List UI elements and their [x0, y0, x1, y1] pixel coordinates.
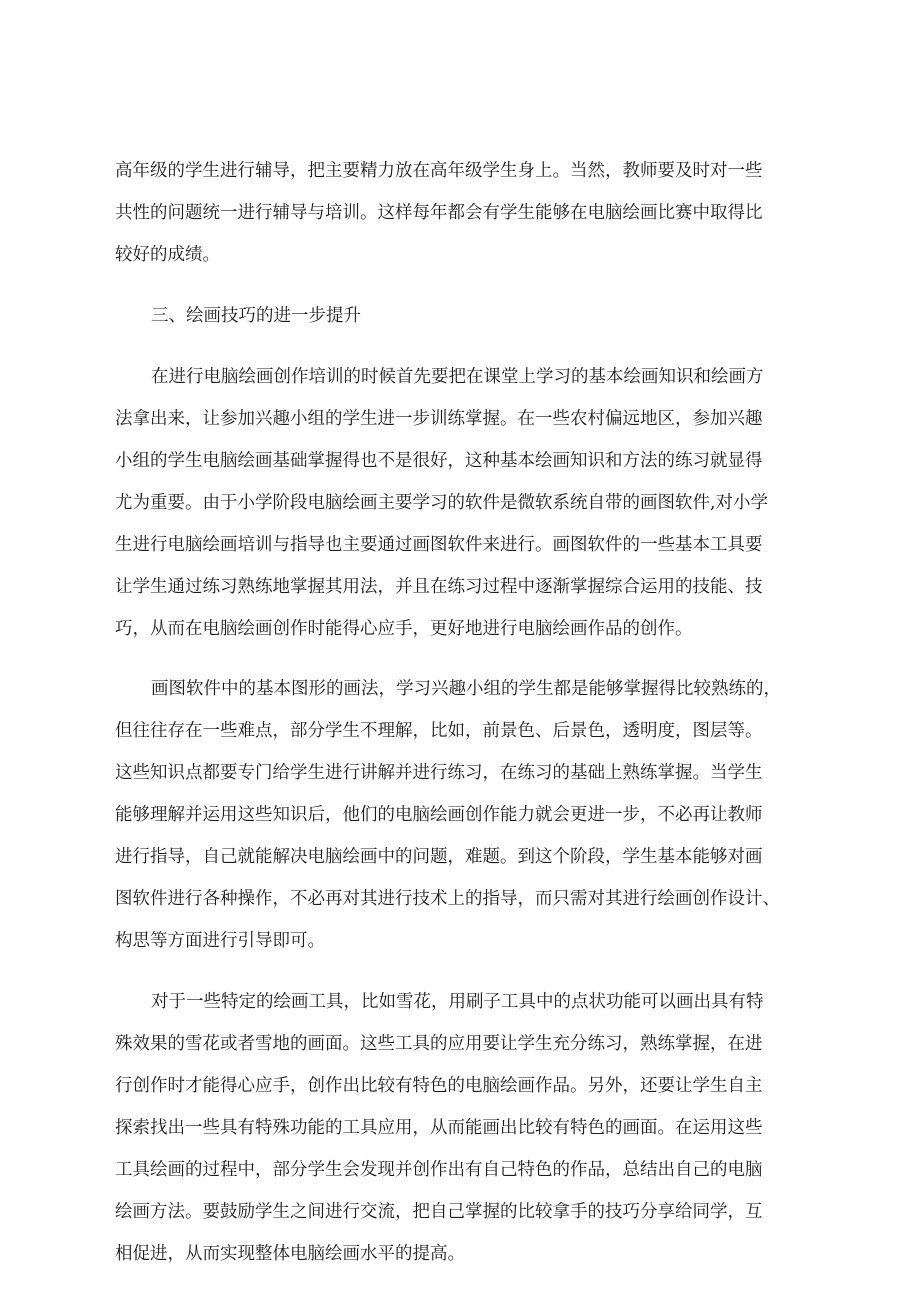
paragraph-3-line-4: 能够理解并运用这些知识后，他们的电脑绘画创作能力就会更进一步，不必再让教师 — [115, 805, 763, 825]
paragraph-2-line-5: 生进行电脑绘画培训与指导也主要通过画图软件来进行。画图软件的一些基本工具要 — [115, 535, 763, 555]
paragraph-4-line-3: 行创作时才能得心应手，创作出比较有特色的电脑绘画作品。另外，还要让学生自主 — [115, 1076, 763, 1096]
paragraph-3-line-1: 画图软件中的基本图形的画法，学习兴趣小组的学生都是能够掌握得比较熟练的， — [151, 679, 781, 699]
paragraph-2-line-6: 让学生通过练习熟练地掌握其用法，并且在练习过程中逐渐掌握综合运用的技能、技 — [115, 577, 763, 597]
paragraph-2-line-1: 在进行电脑绘画创作培训的时候首先要把在课堂上学习的基本绘画知识和绘画方 — [151, 367, 764, 387]
paragraph-3-line-3: 这些知识点都要专门给学生进行讲解并进行练习，在练习的基础上熟练掌握。当学生 — [115, 763, 763, 783]
paragraph-2-line-3: 小组的学生电脑绘画基础掌握得也不是很好，这种基本绘画知识和方法的练习就显得 — [115, 451, 763, 471]
paragraph-4-line-6: 绘画方法。要鼓励学生之间进行交流，把自己掌握的比较拿手的技巧分享给同学，互 — [115, 1202, 763, 1222]
paragraph-2-line-4: 尤为重要。由于小学阶段电脑绘画主要学习的软件是微软系统自带的画图软件,对小学 — [115, 493, 769, 513]
paragraph-3-line-5: 进行指导，自己就能解决电脑绘画中的问题，难题。到这个阶段，学生基本能够对画 — [115, 847, 763, 867]
paragraph-3-line-6: 图软件进行各种操作，不必再对其进行技术上的指导，而只需对其进行绘画创作设计、 — [115, 889, 780, 909]
section-heading: 三、绘画技巧的进一步提升 — [151, 306, 361, 326]
paragraph-1-line-2: 共性的问题统一进行辅导与培训。这样每年都会有学生能够在电脑绘画比赛中取得比 — [115, 203, 763, 223]
paragraph-1-line-3: 较好的成绩。 — [115, 245, 220, 265]
paragraph-3-line-7: 构思等方面进行引导即可。 — [115, 931, 325, 951]
paragraph-2-line-7: 巧，从而在电脑绘画创作时能得心应手，更好地进行电脑绘画作品的创作。 — [115, 619, 693, 639]
paragraph-4-line-7: 相促进，从而实现整体电脑绘画水平的提高。 — [115, 1244, 465, 1264]
paragraph-4-line-5: 工具绘画的过程中，部分学生会发现并创作出有自己特色的作品，总结出自己的电脑 — [115, 1160, 763, 1180]
paragraph-4-line-4: 探索找出一些具有特殊功能的工具应用，从而能画出比较有特色的画面。在运用这些 — [115, 1118, 763, 1138]
paragraph-4-line-1: 对于一些特定的绘画工具，比如雪花，用刷子工具中的点状功能可以画出具有特 — [151, 992, 764, 1012]
paragraph-2-line-2: 法拿出来，让参加兴趣小组的学生进一步训练掌握。在一些农村偏远地区，参加兴趣 — [115, 409, 763, 429]
paragraph-3-line-2: 但往往存在一些难点，部分学生不理解，比如，前景色、后景色，透明度，图层等。 — [115, 721, 763, 741]
paragraph-4-line-2: 殊效果的雪花或者雪地的画面。这些工具的应用要让学生充分练习，熟练掌握，在进 — [115, 1034, 763, 1054]
paragraph-1-line-1: 高年级的学生进行辅导，把主要精力放在高年级学生身上。当然，教师要及时对一些 — [115, 161, 763, 181]
